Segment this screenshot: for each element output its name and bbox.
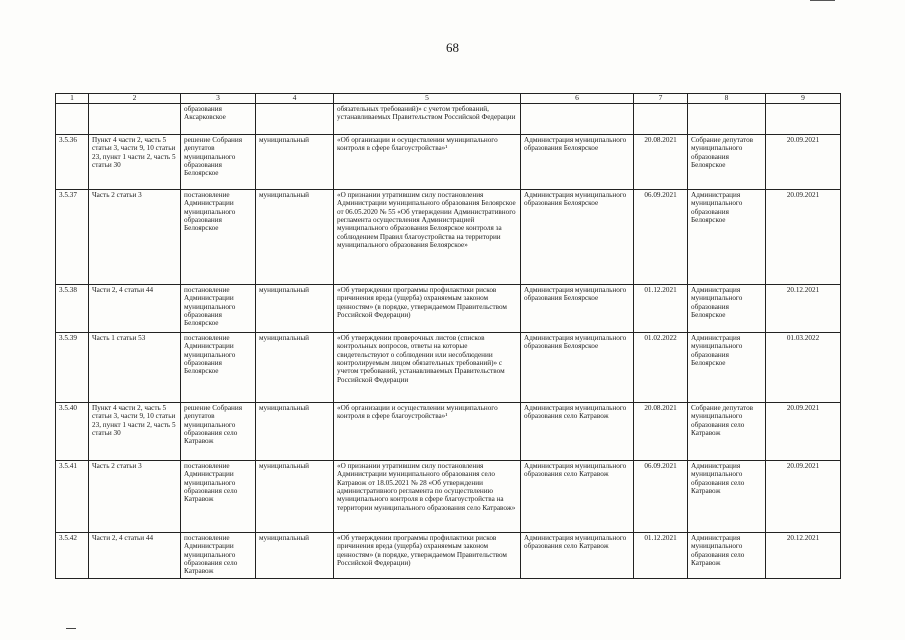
document-type: решение Собрания депутатов муниципального образования Белоярское — [181, 134, 256, 189]
column-number: 5 — [334, 94, 521, 104]
legal-basis: Пункт 4 части 2, часть 5 статьи 3, части 9, 10 статьи 23, пункт 1 части 2, часть 5 статьи 30 — [89, 134, 181, 189]
column-number: 9 — [766, 94, 841, 104]
approving-body: Администрация муниципального образования Белоярское — [688, 332, 766, 402]
column-number: 8 — [688, 94, 766, 104]
column-number: 2 — [89, 94, 181, 104]
legal-basis — [89, 103, 181, 134]
development-date: 20.08.2021 — [634, 402, 688, 460]
document-level: муниципальный — [256, 460, 334, 532]
developer: Администрация муниципального образования Белоярское — [521, 134, 634, 189]
approving-body: Администрация муниципального образования село Катравож — [688, 460, 766, 532]
development-date: 01.12.2021 — [634, 284, 688, 332]
item-number: 3.5.41 — [56, 460, 89, 532]
table-row — [56, 532, 841, 578]
column-number: 4 — [256, 94, 334, 104]
document-type: постановление Администрации муниципального образования Белоярское — [181, 189, 256, 284]
document-type: постановление Администрации муниципального образования село Катравож — [181, 532, 256, 578]
approval-date: 20.09.2021 — [766, 189, 841, 284]
table-row — [56, 460, 841, 532]
legal-basis: Пункт 4 части 2, часть 5 статьи 3, части 9, 10 статьи 23, пункт 1 части 2, часть 5 статьи 30 — [89, 402, 181, 460]
development-date — [634, 103, 688, 134]
approval-date: 01.03.2022 — [766, 332, 841, 402]
document-level: муниципальный — [256, 332, 334, 402]
item-number: 3.5.39 — [56, 332, 89, 402]
document-type: постановление Администрации муниципального образования Белоярское — [181, 332, 256, 402]
document-level: муниципальный — [256, 532, 334, 578]
table-row — [56, 189, 841, 284]
developer — [521, 103, 634, 134]
document-title: «Об организации и осуществлении муниципального контроля в сфере благоустройства»¹ — [334, 134, 521, 189]
table-row — [56, 332, 841, 402]
document-type: решение Собрания депутатов муниципального образования село Катравож — [181, 402, 256, 460]
development-date: 01.12.2021 — [634, 532, 688, 578]
document-type: постановление Администрации муниципального образования село Катравож — [181, 460, 256, 532]
approval-date: 20.12.2021 — [766, 532, 841, 578]
development-date: 20.08.2021 — [634, 134, 688, 189]
item-number: 3.5.40 — [56, 402, 89, 460]
developer: Администрация муниципального образования село Катравож — [521, 402, 634, 460]
approval-date: 20.09.2021 — [766, 402, 841, 460]
approving-body: Администрация муниципального образования Белоярское — [688, 189, 766, 284]
item-number — [56, 103, 89, 134]
document-level: муниципальный — [256, 134, 334, 189]
column-number: 3 — [181, 94, 256, 104]
document-level: муниципальный — [256, 402, 334, 460]
document-title: «Об утверждении проверочных листов (списков контрольных вопросов, ответы на которые свидетельствуют о соблюдении или несоблюдении контролируемым лицом обязательных требований)» с учетом требований, устанавливаемых Правительством Российской Федерации — [334, 332, 521, 402]
legal-basis: Часть 2 статьи 3 — [89, 189, 181, 284]
approval-date — [766, 103, 841, 134]
document-title: «Об организации и осуществлении муниципального контроля в сфере благоустройства»¹ — [334, 402, 521, 460]
item-number: 3.5.38 — [56, 284, 89, 332]
document-level — [256, 103, 334, 134]
approval-date: 20.12.2021 — [766, 284, 841, 332]
document-title: обязательных требований)» с учетом требований, устанавливаемых Правительством Российской Федерации — [334, 103, 521, 134]
table-row — [56, 103, 841, 134]
approving-body: Администрация муниципального образования Белоярское — [688, 284, 766, 332]
plan-table — [55, 93, 841, 579]
approval-date: 20.09.2021 — [766, 134, 841, 189]
approving-body: Собрание депутатов муниципального образования село Катравож — [688, 402, 766, 460]
legal-basis: Части 2, 4 статьи 44 — [89, 284, 181, 332]
item-number: 3.5.36 — [56, 134, 89, 189]
development-date: 01.02.2022 — [634, 332, 688, 402]
table-row — [56, 134, 841, 189]
developer: Администрация муниципального образования село Катравож — [521, 532, 634, 578]
approving-body: Собрание депутатов муниципального образования Белоярское — [688, 134, 766, 189]
page-number: 68 — [446, 40, 459, 55]
column-number: 7 — [634, 94, 688, 104]
legal-basis: Часть 2 статьи 3 — [89, 460, 181, 532]
document-type: постановление Администрации муниципального образования Белоярское — [181, 284, 256, 332]
developer: Администрация муниципального образования село Катравож — [521, 460, 634, 532]
legal-basis: Часть 1 статьи 53 — [89, 332, 181, 402]
approving-body — [688, 103, 766, 134]
document-type: образования Аксарковское — [181, 103, 256, 134]
table-row — [56, 402, 841, 460]
scan-mark — [66, 628, 76, 629]
table-row — [56, 284, 841, 332]
document-title: «О признании утратившим силу постановления Администрации муниципального образования Белоярское от 06.05.2020 № 55 «Об утверждении Административного регламента осуществления Администрацией муниципального образования Белоярское контроля за соблюдением Правил благоустройства на территории муниципального образования Белоярское» — [334, 189, 521, 284]
document-title: «Об утверждении программы профилактики рисков причинения вреда (ущерба) охраняемым законом ценностям» (в порядке, утверждаемом Правительством Российской Федерации) — [334, 532, 521, 578]
development-date: 06.09.2021 — [634, 460, 688, 532]
approval-date: 20.09.2021 — [766, 460, 841, 532]
scan-mark — [810, 0, 835, 1]
column-number: 1 — [56, 94, 89, 104]
document-title: «О признании утратившим силу постановления Администрации муниципального образования село Катравож от 18.05.2021 № 28 «Об утверждении административного регламента по осуществлению муниципального контроля в сфере благоустройства на территории муниципального образования село Катравож» — [334, 460, 521, 532]
legal-basis: Части 2, 4 статьи 44 — [89, 532, 181, 578]
document-level: муниципальный — [256, 284, 334, 332]
document-title: «Об утверждении программы профилактики рисков причинения вреда (ущерба) охраняемым законом ценностям» (в порядке, утверждаемом Правительством Российской Федерации) — [334, 284, 521, 332]
approving-body: Администрация муниципального образования село Катравож — [688, 532, 766, 578]
developer: Администрация муниципального образования Белоярское — [521, 189, 634, 284]
document-level: муниципальный — [256, 189, 334, 284]
developer: Администрация муниципального образования Белоярское — [521, 332, 634, 402]
item-number: 3.5.37 — [56, 189, 89, 284]
column-number: 6 — [521, 94, 634, 104]
column-number-row — [56, 94, 841, 104]
developer: Администрация муниципального образования Белоярское — [521, 284, 634, 332]
development-date: 06.09.2021 — [634, 189, 688, 284]
item-number: 3.5.42 — [56, 532, 89, 578]
